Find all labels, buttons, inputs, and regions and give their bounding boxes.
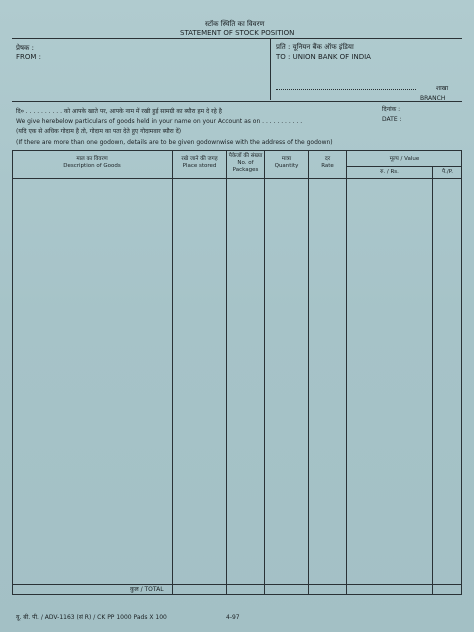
col-divider-4 <box>308 150 309 595</box>
branch-label-hindi: शाखा <box>436 85 449 92</box>
date-label-english: DATE : <box>382 116 402 123</box>
form-edition: 4-97 <box>226 614 240 621</box>
col-subheader-rupees: रु. / Rs. <box>380 169 399 175</box>
col-subheader-paise: पै./P. <box>442 169 453 175</box>
branch-label-english: BRANCH <box>420 95 446 102</box>
body-line-english: We give herebelow particulars of goods held in your name on your Account as on . . . . . . . . . . . <box>16 118 303 125</box>
col-header-quantity: मात्रा Quantity <box>274 156 299 169</box>
col-divider-2 <box>226 150 227 595</box>
to-label-english: TO : UNION BANK OF INDIA <box>276 53 371 61</box>
col-header-value: मूल्य / Value <box>389 156 420 162</box>
total-row-rule <box>12 584 462 585</box>
col-divider-5 <box>346 150 347 595</box>
top-rule <box>12 38 462 39</box>
form-code: यू. बी. पी. / ADV-1163 (सं R) / CK PP 1000 Pads X 100 <box>16 614 167 621</box>
from-label-hindi: प्रेषक : <box>16 44 34 52</box>
date-label-hindi: दिनांक : <box>382 106 401 113</box>
col-divider-6 <box>432 166 433 595</box>
value-subheader-rule <box>346 166 462 167</box>
body-note-english: (If there are more than one godown, details are to be given godownwise with the address of the godown) <box>16 139 333 146</box>
total-label: कुल / TOTAL <box>130 586 164 593</box>
col-divider-1 <box>172 150 173 595</box>
title-hindi: स्टॉक स्थिति का विवरण <box>205 20 265 28</box>
col-divider-3 <box>264 150 265 595</box>
col-header-packages: पैकेजों की संख्या No. of Packages <box>228 153 263 173</box>
from-label-english: FROM : <box>16 53 42 61</box>
branch-dotted-line <box>276 89 416 90</box>
header-bottom-rule <box>12 101 462 102</box>
body-line-hindi: दि० . . . . . . . . . . को आपके खाते पर, आपके नाम में रखी हुई सामग्री का ब्यौरा हम दे रहे है <box>16 108 222 115</box>
col-header-description: माल का विवरण Description of Goods <box>63 156 121 169</box>
to-label-hindi: प्रति : यूनियन बैंक ऑफ इंडिया <box>276 43 354 51</box>
col-header-rate: दर Rate <box>321 156 334 169</box>
header-divider <box>270 38 271 100</box>
table-header-rule <box>12 178 462 179</box>
title-english: STATEMENT OF STOCK POSITION <box>180 29 295 37</box>
body-note-hindi: (यदि एक से अधिक गोदाम है तो, गोदाम का पता देते हुए गोदामवार ब्यौरा दें) <box>16 128 182 135</box>
col-header-place: रखे जाने की जगह Place stored <box>181 156 218 169</box>
stock-table <box>12 150 462 595</box>
